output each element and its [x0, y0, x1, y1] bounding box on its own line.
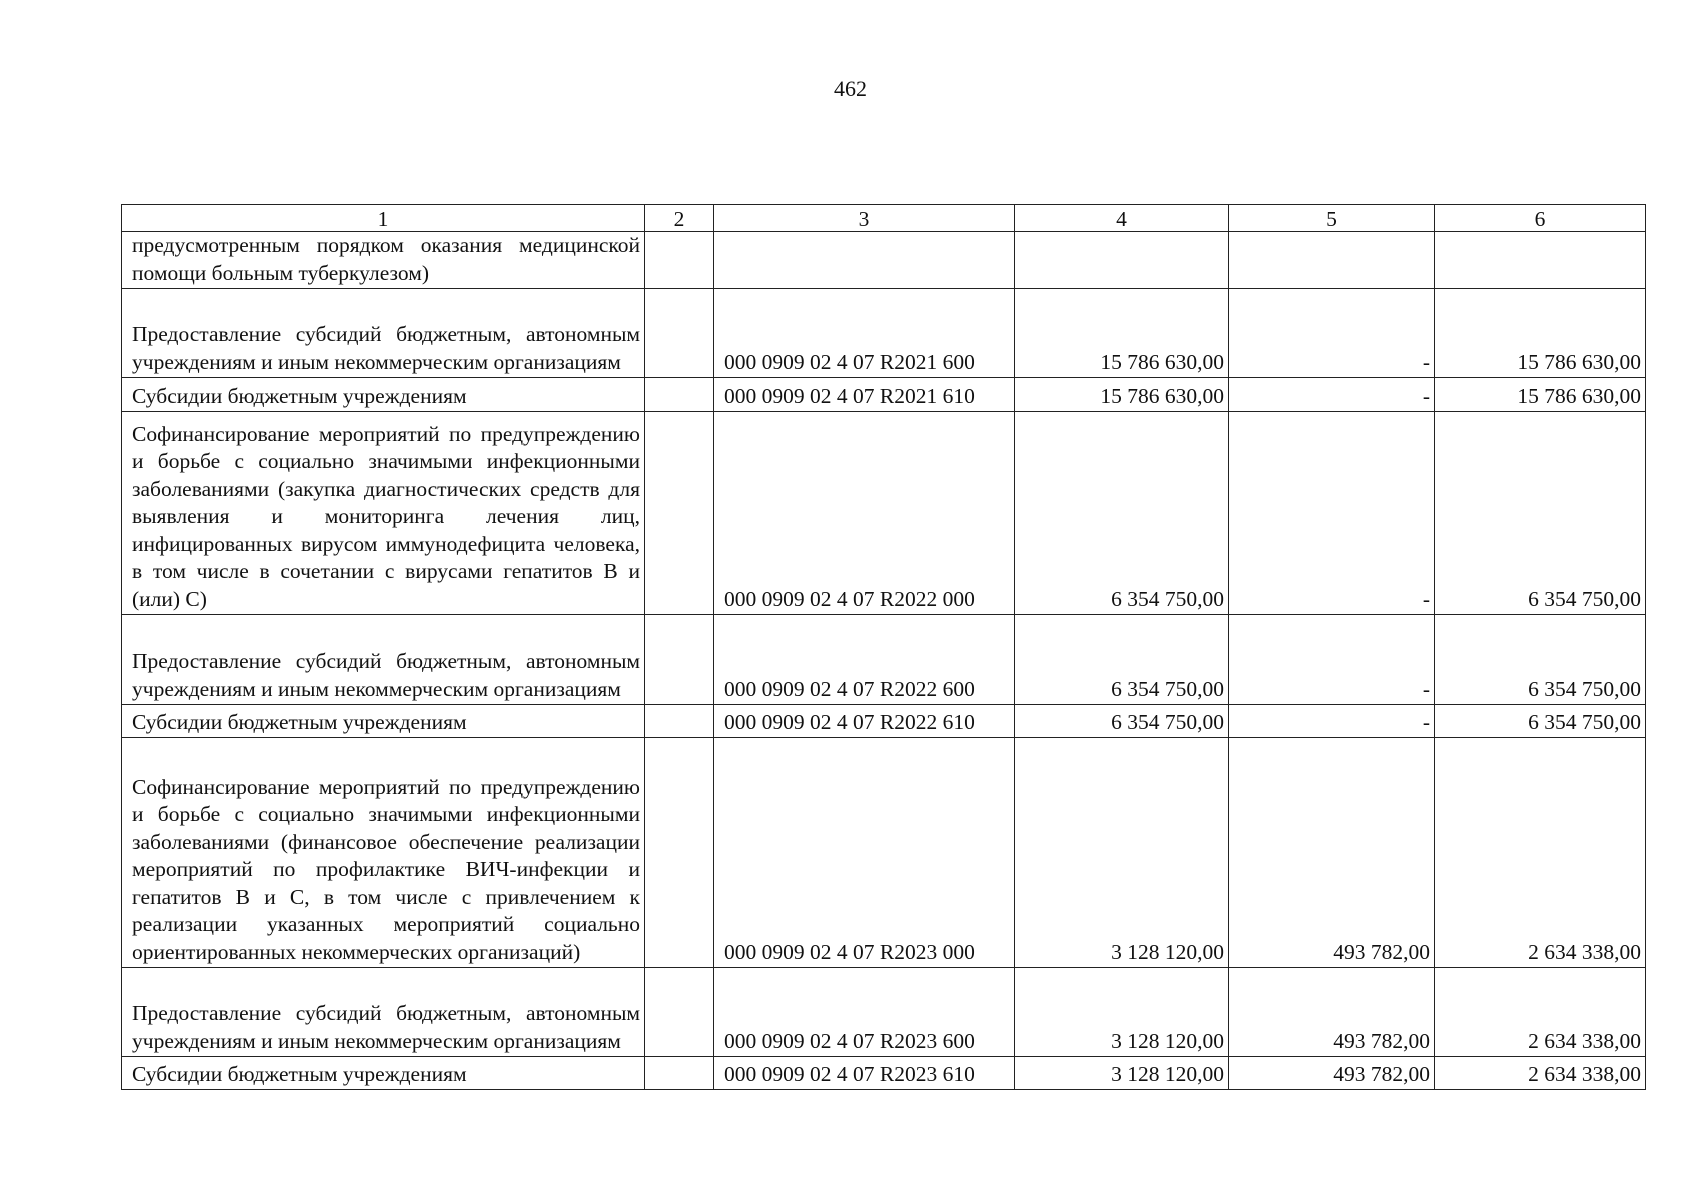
row-col5: - [1229, 412, 1435, 615]
row-col6: 6 354 750,00 [1435, 412, 1646, 615]
row-col6: 2 634 338,00 [1435, 968, 1646, 1057]
header-row [122, 205, 1646, 232]
row-col5: 493 782,00 [1229, 738, 1435, 968]
row-col5: 493 782,00 [1229, 1057, 1435, 1090]
row-name: Субсидии бюджетным учреждениям [122, 1057, 645, 1090]
row-col4: 6 354 750,00 [1015, 615, 1229, 705]
row-code: 000 0909 02 4 07 R2022 600 [714, 615, 1015, 705]
table-row [122, 705, 1646, 738]
row-name: Предоставление субсидий бюджетным, автономным учреждениям и иным некоммерческим организациям [122, 615, 645, 705]
table-row [122, 378, 1646, 412]
row-col4: 3 128 120,00 [1015, 738, 1229, 968]
table-row [122, 289, 1646, 378]
row-code: 000 0909 02 4 07 R2023 610 [714, 1057, 1015, 1090]
row-col2 [645, 615, 714, 705]
row-col5: - [1229, 289, 1435, 378]
row-col2 [645, 378, 714, 412]
row-code: 000 0909 02 4 07 R2023 600 [714, 968, 1015, 1057]
row-code: 000 0909 02 4 07 R2021 600 [714, 289, 1015, 378]
row-col2 [645, 289, 714, 378]
row-col4: 15 786 630,00 [1015, 289, 1229, 378]
table-row [122, 412, 1646, 615]
row-col4: 6 354 750,00 [1015, 412, 1229, 615]
row-col6: 2 634 338,00 [1435, 1057, 1646, 1090]
row-name: Субсидии бюджетным учреждениям [122, 705, 645, 738]
row-col2 [645, 232, 714, 289]
row-code: 000 0909 02 4 07 R2021 610 [714, 378, 1015, 412]
row-col5: - [1229, 615, 1435, 705]
table-row [122, 232, 1646, 289]
row-col4: 15 786 630,00 [1015, 378, 1229, 412]
page-number: 462 [834, 76, 867, 101]
row-col2 [645, 705, 714, 738]
row-col5: - [1229, 378, 1435, 412]
row-col5: 493 782,00 [1229, 968, 1435, 1057]
row-code [714, 232, 1015, 289]
row-name: предусмотренным порядком оказания медицинской помощи больным туберкулезом) [122, 232, 645, 289]
row-name: Софинансирование мероприятий по предупреждению и борьбе с социально значимыми инфекционными заболеваниями (финансовое обеспечение реализации мероприятий по профилактике ВИЧ-инфекции и гепатитов В и С, в том числе с привлечением к реализации указанных мероприятий социально ориентированных некоммерческих организаций) [122, 738, 645, 968]
budget-table [121, 204, 1646, 1090]
table-row [122, 968, 1646, 1057]
column-header-2: 2 [645, 205, 714, 232]
row-col6: 6 354 750,00 [1435, 705, 1646, 738]
row-col6: 2 634 338,00 [1435, 738, 1646, 968]
row-col4: 3 128 120,00 [1015, 968, 1229, 1057]
table-row [122, 615, 1646, 705]
row-col4: 3 128 120,00 [1015, 1057, 1229, 1090]
row-col4 [1015, 232, 1229, 289]
row-col6: 15 786 630,00 [1435, 289, 1646, 378]
column-header-3: 3 [714, 205, 1015, 232]
row-col6: 6 354 750,00 [1435, 615, 1646, 705]
row-name: Софинансирование мероприятий по предупреждению и борьбе с социально значимыми инфекционными заболеваниями (закупка диагностических средств для выявления и мониторинга лечения лиц, инфицированных вирусом иммунодефицита человека, в том числе в сочетании с вирусами гепатитов В и (или) С) [122, 412, 645, 615]
row-name: Предоставление субсидий бюджетным, автономным учреждениям и иным некоммерческим организациям [122, 968, 645, 1057]
row-col2 [645, 738, 714, 968]
column-header-5: 5 [1229, 205, 1435, 232]
row-code: 000 0909 02 4 07 R2022 000 [714, 412, 1015, 615]
row-col2 [645, 1057, 714, 1090]
column-header-4: 4 [1015, 205, 1229, 232]
row-code: 000 0909 02 4 07 R2022 610 [714, 705, 1015, 738]
row-col5: - [1229, 705, 1435, 738]
row-col2 [645, 968, 714, 1057]
row-code: 000 0909 02 4 07 R2023 000 [714, 738, 1015, 968]
row-name: Субсидии бюджетным учреждениям [122, 378, 645, 412]
row-col2 [645, 412, 714, 615]
row-name: Предоставление субсидий бюджетным, автономным учреждениям и иным некоммерческим организациям [122, 289, 645, 378]
column-header-1: 1 [122, 205, 645, 232]
row-col6: 15 786 630,00 [1435, 378, 1646, 412]
row-col5 [1229, 232, 1435, 289]
table-row [122, 738, 1646, 968]
row-col6 [1435, 232, 1646, 289]
row-col4: 6 354 750,00 [1015, 705, 1229, 738]
table-row [122, 1057, 1646, 1090]
column-header-6: 6 [1435, 205, 1646, 232]
